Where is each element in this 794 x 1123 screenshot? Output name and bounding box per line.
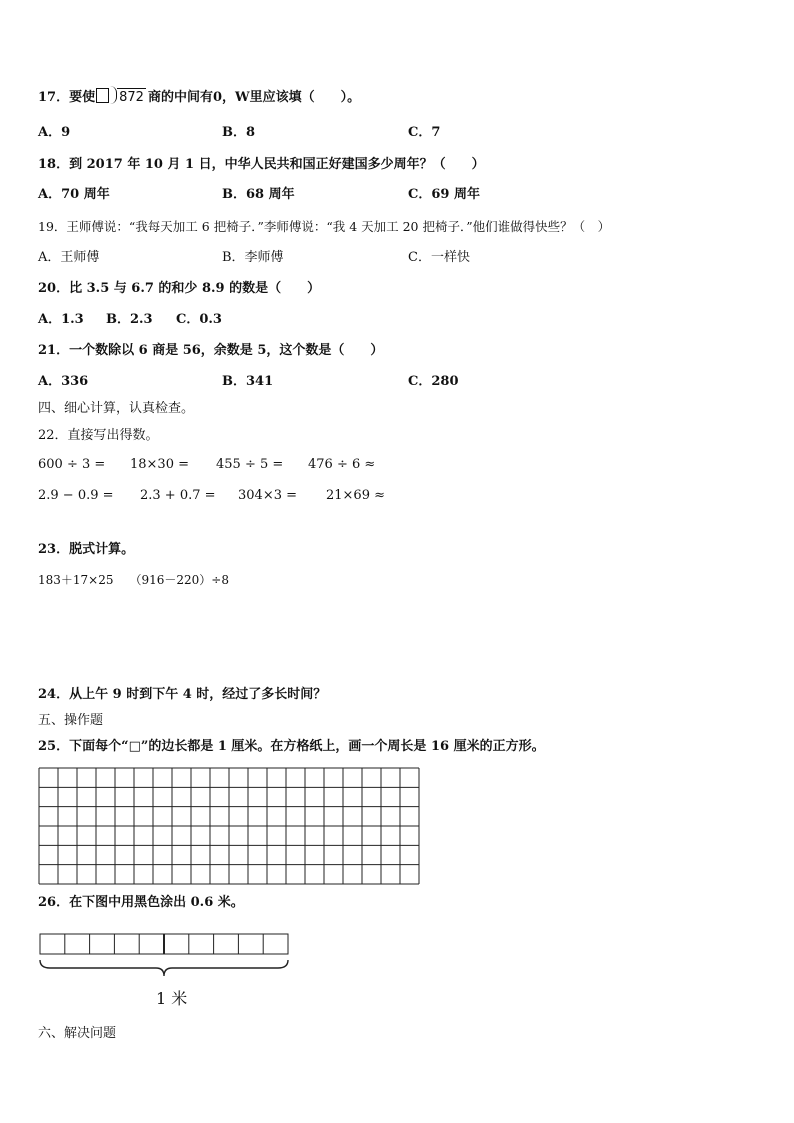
section-4-heading: 四、细心计算，认真检查。 bbox=[38, 401, 195, 416]
question-26: 26．在下图中用黑色涂出 0.6 米。 bbox=[38, 895, 244, 910]
q17-number: 17． bbox=[38, 90, 70, 105]
calc-item: 600 ÷ 3 = bbox=[38, 457, 106, 472]
question-24: 24．从上午 9 时到下午 4 时，经过了多长时间？ bbox=[38, 687, 327, 702]
square-grid-paper[interactable] bbox=[38, 767, 420, 885]
question-21: 21．一个数除以 6 商是 56，余数是 5，这个数是（ ） bbox=[38, 343, 384, 358]
calc-item: 21×69 ≈ bbox=[326, 488, 386, 503]
q19-option-c[interactable]: C．一样快 bbox=[408, 250, 470, 265]
question-17 bbox=[38, 88, 360, 107]
q20-option-c[interactable]: C．0.3 bbox=[176, 312, 222, 327]
q21-option-b[interactable]: B．341 bbox=[222, 374, 274, 389]
calc-item: 304×3 = bbox=[238, 488, 298, 503]
q20-option-b[interactable]: B．2.3 bbox=[106, 312, 153, 327]
q20-option-a[interactable]: A．1.3 bbox=[38, 312, 84, 327]
q17-dividend: 872 bbox=[119, 90, 144, 105]
section-5-heading: 五、操作题 bbox=[38, 713, 104, 728]
question-22: 22．直接写出得数。 bbox=[38, 428, 159, 443]
curly-brace-icon bbox=[40, 960, 288, 976]
q19-option-a[interactable]: A．王师傅 bbox=[38, 250, 100, 265]
q21-option-a[interactable]: A．336 bbox=[38, 374, 89, 389]
q17-option-b[interactable]: B．8 bbox=[222, 125, 256, 140]
question-23: 23．脱式计算。 bbox=[38, 542, 135, 557]
blank-square-icon bbox=[96, 88, 109, 103]
calc-item: 2.9 − 0.9 = bbox=[38, 488, 114, 503]
long-division-bracket bbox=[110, 88, 146, 107]
question-20: 20．比 3.5 与 6.7 的和少 8.9 的数是（ ） bbox=[38, 281, 321, 296]
q23-expressions bbox=[38, 571, 229, 589]
q17-text-pre: 要使 bbox=[69, 90, 96, 105]
q18-option-b[interactable]: B．68 周年 bbox=[222, 187, 295, 202]
calc-item: 476 ÷ 6 ≈ bbox=[308, 457, 376, 472]
q23-expression-2: （916－220）÷8 bbox=[129, 573, 229, 587]
question-19: 19．王师傅说：“我每天加工 6 把椅子．”李师傅说：“我 4 天加工 20 把椅子．”他们谁做得快些？（ ） bbox=[38, 219, 611, 234]
question-18: 18．到 2017 年 10 月 1 日，中华人民共和国正好建国多少周年？（ ） bbox=[38, 157, 485, 172]
calc-item: 18×30 = bbox=[130, 457, 190, 472]
q18-option-c[interactable]: C．69 周年 bbox=[408, 187, 480, 202]
q17-option-a[interactable]: A．9 bbox=[38, 125, 71, 140]
meter-bar-diagram[interactable] bbox=[38, 932, 292, 982]
calc-item: 455 ÷ 5 = bbox=[216, 457, 284, 472]
question-25: 25．下面每个“□”的边长都是 1 厘米。在方格纸上，画一个周长是 16 厘米的正方形。 bbox=[38, 739, 545, 754]
q17-text-post: 商的中间有0，W里应该填（ ）。 bbox=[147, 90, 361, 105]
section-6-heading: 六、解决问题 bbox=[38, 1026, 117, 1041]
q23-expression-1: 183＋17×25 bbox=[38, 573, 114, 587]
q17-option-c[interactable]: C．7 bbox=[408, 125, 441, 140]
q21-option-c[interactable]: C．280 bbox=[408, 374, 459, 389]
calc-item: 2.3 + 0.7 = bbox=[140, 488, 216, 503]
q19-option-b[interactable]: B．李师傅 bbox=[222, 250, 284, 265]
ruler-label: 1 米 bbox=[156, 989, 188, 1008]
q18-option-a[interactable]: A．70 周年 bbox=[38, 187, 110, 202]
